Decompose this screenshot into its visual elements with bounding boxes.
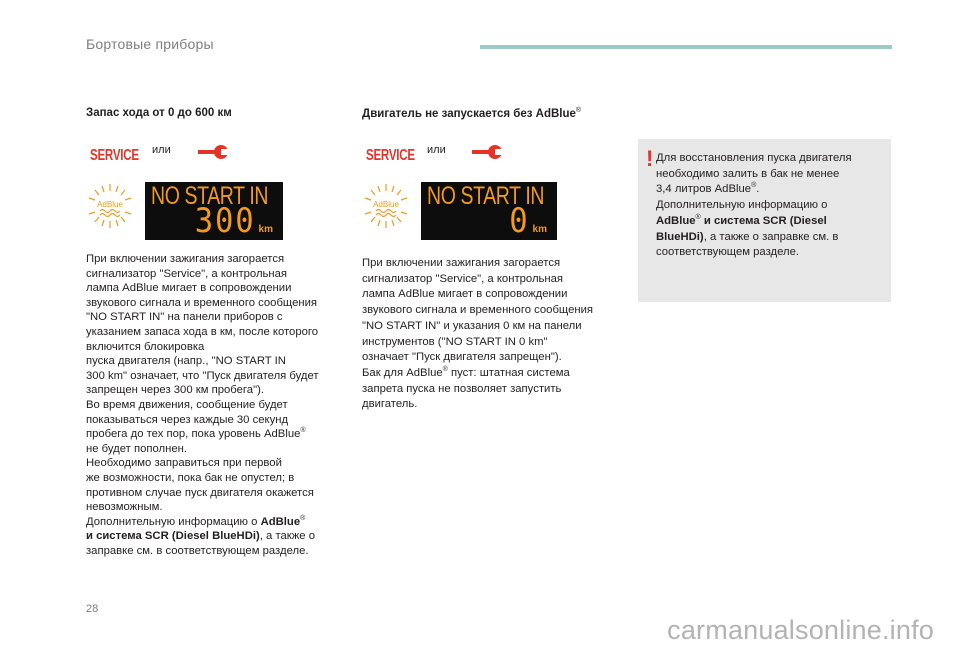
bold-reference: и система SCR (Diesel — [700, 214, 827, 227]
note-line — [656, 214, 886, 230]
text-line: При включении зажигания загорается — [86, 253, 285, 265]
text-span: пробега до тех пор, пока уровень AdBlue — [86, 428, 301, 441]
text-line: сигнализатор "Service", а контрольная — [86, 267, 288, 280]
text-line: звукового сигнала и временного сообщения — [362, 304, 594, 317]
registered-mark: ® — [575, 107, 582, 114]
text-span: Дополнительную информацию о — [86, 515, 261, 528]
right-body-text — [362, 256, 627, 413]
text-line — [86, 515, 351, 530]
adblue-warning-icon — [86, 182, 134, 230]
bold-reference: BlueHDi) — [656, 230, 704, 243]
text-line: Во время движения, сообщение будет — [86, 398, 288, 411]
text-line: же возможности, пока бак не опустел; в — [86, 471, 295, 484]
warning-note-box — [638, 139, 891, 302]
note-text — [656, 151, 886, 261]
service-warning-icon: SERVICE — [366, 147, 415, 164]
note-line: Для восстановления пуска двигателя — [656, 152, 852, 164]
left-heading: Запас хода от 0 до 600 км — [86, 107, 232, 119]
text-line: невозможным. — [86, 501, 163, 514]
instrument-display — [421, 182, 557, 240]
text-span: Бак для AdBlue — [362, 366, 443, 379]
left-body-text — [86, 252, 351, 558]
note-line — [656, 230, 886, 246]
text-line: означает "Пуск двигателя запрещен"). — [362, 351, 562, 364]
text-span: , а также о заправке см. в — [703, 230, 839, 243]
text-line: заправке см. в соответствующем разделе. — [86, 544, 309, 557]
note-line: Дополнительную информацию о — [656, 199, 828, 212]
registered-mark: ® — [300, 427, 306, 435]
text-span: , а также о — [259, 530, 315, 543]
text-line — [86, 427, 351, 442]
text-line: звукового сигнала и временного сообщения — [86, 296, 318, 309]
text-line: запрещен через 300 км пробега"). — [86, 384, 264, 397]
note-line — [656, 182, 886, 198]
adblue-warning-icon — [362, 182, 410, 230]
right-heading — [362, 107, 581, 120]
wrench-icon — [196, 141, 230, 161]
page-number: 28 — [86, 603, 99, 615]
adblue-icon-label: AdBlue — [373, 200, 399, 209]
text-line — [86, 529, 351, 544]
display-message: NO START IN — [427, 182, 545, 210]
or-label: или — [427, 144, 446, 156]
exclamation-icon: ! — [646, 146, 654, 171]
text-line: включится блокировка — [86, 340, 205, 353]
text-span: . — [756, 183, 760, 196]
bold-reference: AdBlue — [656, 214, 696, 227]
note-line: соответствующем разделе. — [656, 246, 800, 259]
registered-mark: ® — [751, 182, 757, 190]
instrument-display — [145, 182, 283, 240]
text-span: 3,4 литров AdBlue — [656, 183, 752, 196]
text-line: указанием запаса хода в км, после которого — [86, 325, 319, 338]
bold-reference: и система SCR (Diesel BlueHDi) — [86, 530, 260, 543]
display-unit: km — [532, 224, 547, 235]
note-line: необходимо залить в бак не менее — [656, 167, 840, 180]
registered-mark: ® — [695, 214, 701, 222]
header-rule — [480, 45, 892, 49]
text-line: пуска двигателя (напр., "NO START IN — [86, 355, 286, 368]
adblue-icon-label: AdBlue — [97, 200, 123, 209]
text-line — [362, 366, 627, 382]
watermark: carmanualsonline.info — [667, 615, 934, 645]
text-line: не будет пополнен. — [86, 442, 188, 455]
text-line: 300 km" означает, что "Пуск двигателя будет — [86, 369, 319, 382]
text-line: Необходимо заправиться при первой — [86, 457, 282, 470]
text-span: пуст: штатная система — [447, 366, 570, 379]
display-unit: km — [258, 224, 273, 235]
bold-reference: AdBlue — [260, 515, 301, 528]
heading-text: Двигатель не запускается без AdBlue — [362, 107, 576, 120]
text-line: двигатель. — [362, 398, 418, 411]
text-line: показываться через каждые 30 секунд — [86, 413, 289, 426]
text-line: При включении зажигания загорается — [362, 257, 561, 269]
text-line: лампа AdBlue мигает в сопровождении — [86, 282, 292, 295]
service-warning-icon: SERVICE — [90, 147, 139, 164]
display-message: NO START IN — [151, 182, 269, 210]
text-line: "NO START IN" и указания 0 км на панели — [362, 319, 582, 332]
text-line: лампа AdBlue мигает в сопровождении — [362, 288, 568, 301]
registered-mark: ® — [442, 366, 448, 374]
section-title: Бортовые приборы — [86, 36, 214, 52]
display-range-value: 300 — [194, 201, 255, 241]
text-line: "NO START IN" на панели приборов с — [86, 311, 283, 324]
text-line: инструментов ("NO START IN 0 km" — [362, 335, 548, 348]
text-line: противном случае пуск двигателя окажется — [86, 486, 314, 499]
wrench-icon — [470, 141, 504, 161]
text-line: запрета пуска не позволяет запустить — [362, 382, 562, 395]
display-range-value: 0 — [508, 201, 529, 241]
or-label: или — [152, 144, 171, 156]
text-line: сигнализатор "Service", а контрольная — [362, 272, 564, 285]
registered-mark: ® — [300, 514, 306, 522]
